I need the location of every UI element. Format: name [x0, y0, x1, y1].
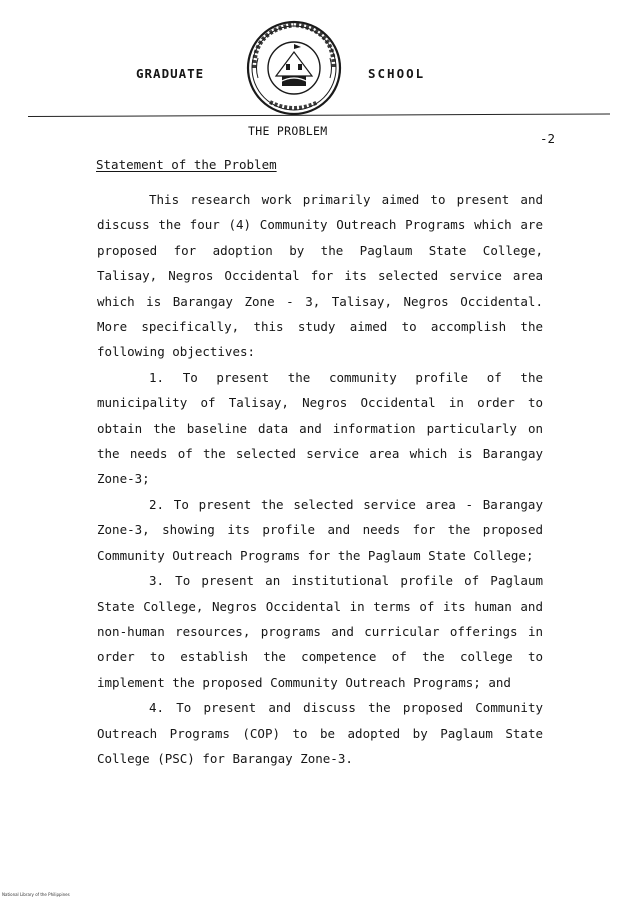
statement-heading: Statement of the Problem: [96, 157, 277, 172]
header-graduate: GRADUATE: [136, 66, 205, 81]
page-number: -2: [540, 131, 556, 146]
body-text: [97, 187, 543, 771]
objective-1: 1. To present the community profile of the municipality of Talisay, Negros Occidental in order to obtain the baseline data and information particularly on the needs of the selected service area which is Barangay Zone-3;: [97, 369, 543, 487]
section-title: THE PROBLEM: [248, 124, 328, 138]
college-seal-icon: [244, 18, 344, 118]
objective-4: 4. To present and discuss the proposed Community Outreach Programs (COP) to be adopted by Paglaum State College (PSC) for Barangay Zone-3.: [97, 700, 543, 766]
intro-paragraph: This research work primarily aimed to present and discuss the four (4) Community Outreach Programs which are proposed for adoption by the Paglaum State College, Talisay, Negros Occidental for its selected service area which is Barangay Zone - 3, Talisay, Negros Occidental. More specifically, this study aimed to accomplish the following objectives:: [97, 192, 543, 360]
objective-3: 3. To present an institutional profile of Paglaum State College, Negros Occidental in terms of its human and non-human resources, programs and curricular offerings in order to establish the competence of the college to implement the proposed Community Outreach Programs; and: [97, 573, 543, 690]
library-footer: National Library of the Philippines: [2, 892, 70, 897]
header-school: SCHOOL: [368, 66, 426, 81]
objective-2: 2. To present the selected service area - Barangay Zone-3, showing its profile and needs for the proposed Community Outreach Programs for the Paglaum State College;: [97, 496, 543, 563]
